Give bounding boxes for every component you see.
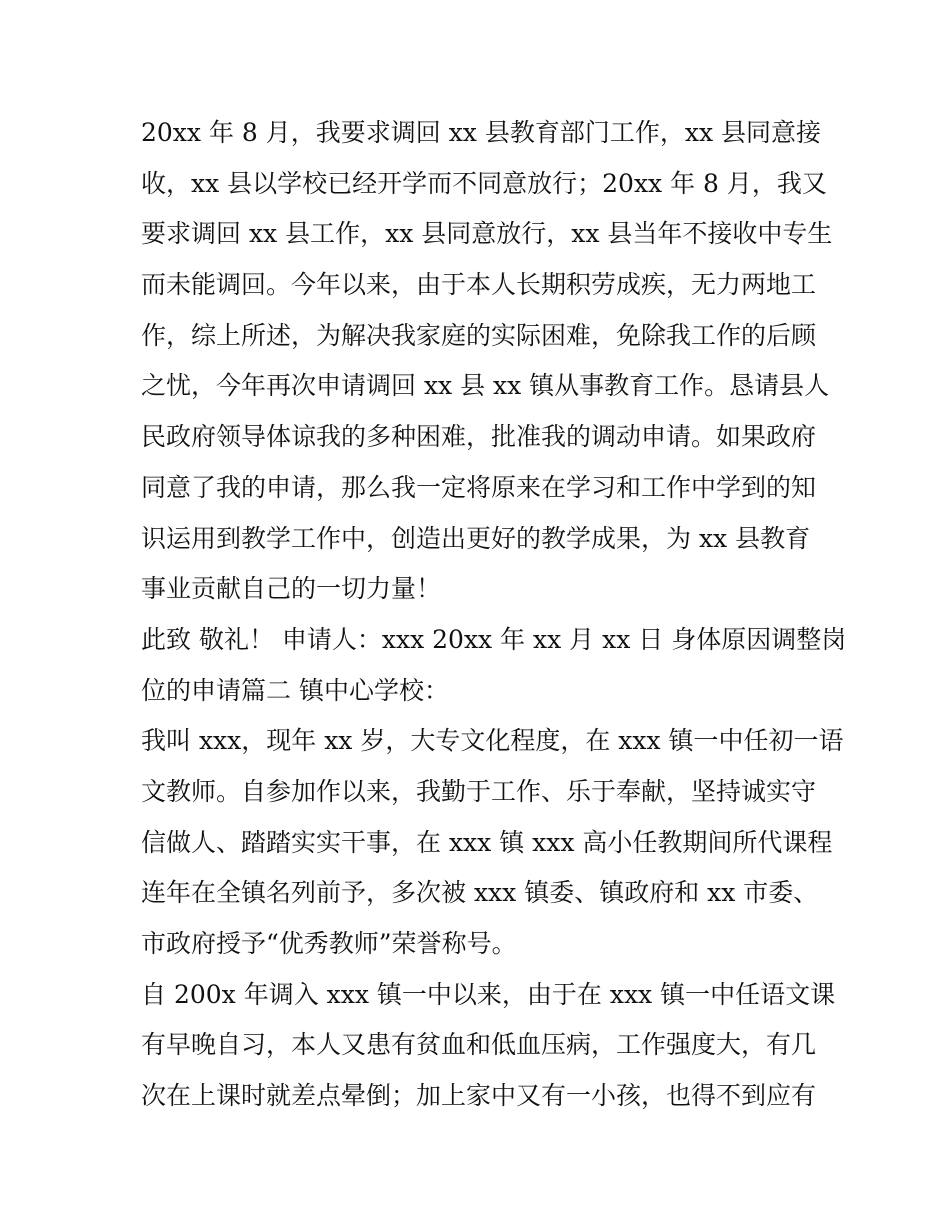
text-line-7: 民政府领导体谅我的多种困难，批准我的调动申请。如果政府 xyxy=(141,422,817,452)
text-line-17: 市政府授予“优秀教师”荣誉称号。 xyxy=(141,929,517,958)
text-line-12: 位的申请篇二 镇中心学校： xyxy=(141,675,449,705)
text-line-16: 连年在全镇名列前予，多次被 xxx 镇委、镇政府和 xx 市委、 xyxy=(141,878,819,908)
text-line-9: 识运用到教学工作中，创造出更好的教学成果，为 xx 县教育 xyxy=(141,523,811,553)
text-line-2: 收，xx 县以学校已经开学而不同意放行；20xx 年 8 月，我又 xyxy=(141,168,827,198)
text-line-6: 之忧，今年再次申请调回 xx 县 xx 镇从事教育工作。恳请县人 xyxy=(141,371,830,401)
text-line-4: 而未能调回。今年以来，由于本人长期积劳成疾，无力两地工 xyxy=(141,270,817,300)
text-line-3: 要求调回 xx 县工作，xx 县同意放行，xx 县当年不接收中专生 xyxy=(141,219,833,249)
text-line-11: 此致 敬礼！ 申请人：xxx 20xx 年 xx 月 xx 日 身体原因调整岗 xyxy=(141,624,847,654)
text-line-5: 作，综上所述，为解决我家庭的实际困难，免除我工作的后顾 xyxy=(141,320,817,350)
text-line-8: 同意了我的申请，那么我一定将原来在学习和工作中学到的知 xyxy=(141,472,817,502)
text-line-1: 20xx 年 8 月，我要求调回 xx 县教育部门工作，xx 县同意接 xyxy=(141,118,821,147)
text-line-14: 文教师。自参加作以来，我勤于工作、乐于奉献，坚持诚实守 xyxy=(141,776,817,806)
text-line-20: 次在上课时就差点晕倒；加上家中又有一小孩，也得不到应有 xyxy=(141,1081,817,1111)
text-line-18: 自 200x 年调入 xxx 镇一中以来，由于在 xxx 镇一中任语文课 xyxy=(141,979,836,1009)
document-body xyxy=(141,108,847,1122)
text-line-13: 我叫 xxx，现年 xx 岁，大专文化程度，在 xxx 镇一中任初一语 xyxy=(141,726,844,756)
text-line-19: 有早晚自习，本人又患有贫血和低血压病，工作强度大，有几 xyxy=(141,1030,817,1060)
text-line-15: 信做人、踏踏实实干事，在 xxx 镇 xxx 高小任教期间所代课程 xyxy=(141,827,833,857)
text-line-10: 事业贡献自己的一切力量！ xyxy=(141,574,442,604)
